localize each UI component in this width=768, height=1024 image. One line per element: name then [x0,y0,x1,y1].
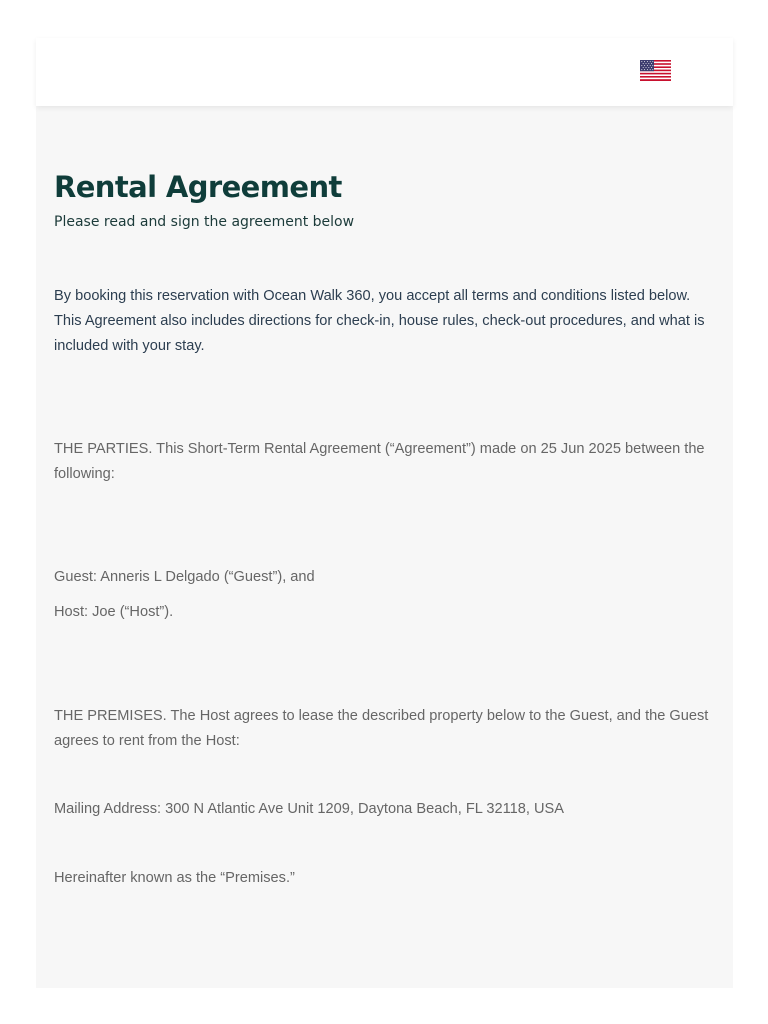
mailing-address: Mailing Address: 300 N Atlantic Ave Unit 1209, Daytona Beach, FL 32118, USA [54,801,565,817]
agreement-panel [36,38,733,988]
page-subtitle: Please read and sign the agreement below [54,214,355,230]
premises-definition: Hereinafter known as the “Premises.” [54,870,295,886]
guest-line: Guest: Anneris L Delgado (“Guest”), and [54,569,315,585]
host-line: Host: Joe (“Host”). [54,604,174,620]
intro-paragraph: By booking this reservation with Ocean Walk 360, you accept all terms and conditions listed below. This Agreement also includes directions for check-in, house rules, check-out procedures, and what is included with your stay. [54,288,705,354]
page-title: Rental Agreement [54,170,342,204]
top-bar [36,38,733,106]
us-flag-icon[interactable] [640,60,671,81]
parties-paragraph: THE PARTIES. This Short-Term Rental Agreement (“Agreement”) made on 25 Jun 2025 between the following: [54,441,705,482]
premises-paragraph: THE PREMISES. The Host agrees to lease the described property below to the Guest, and the Guest agrees to rent from the Host: [54,708,709,749]
